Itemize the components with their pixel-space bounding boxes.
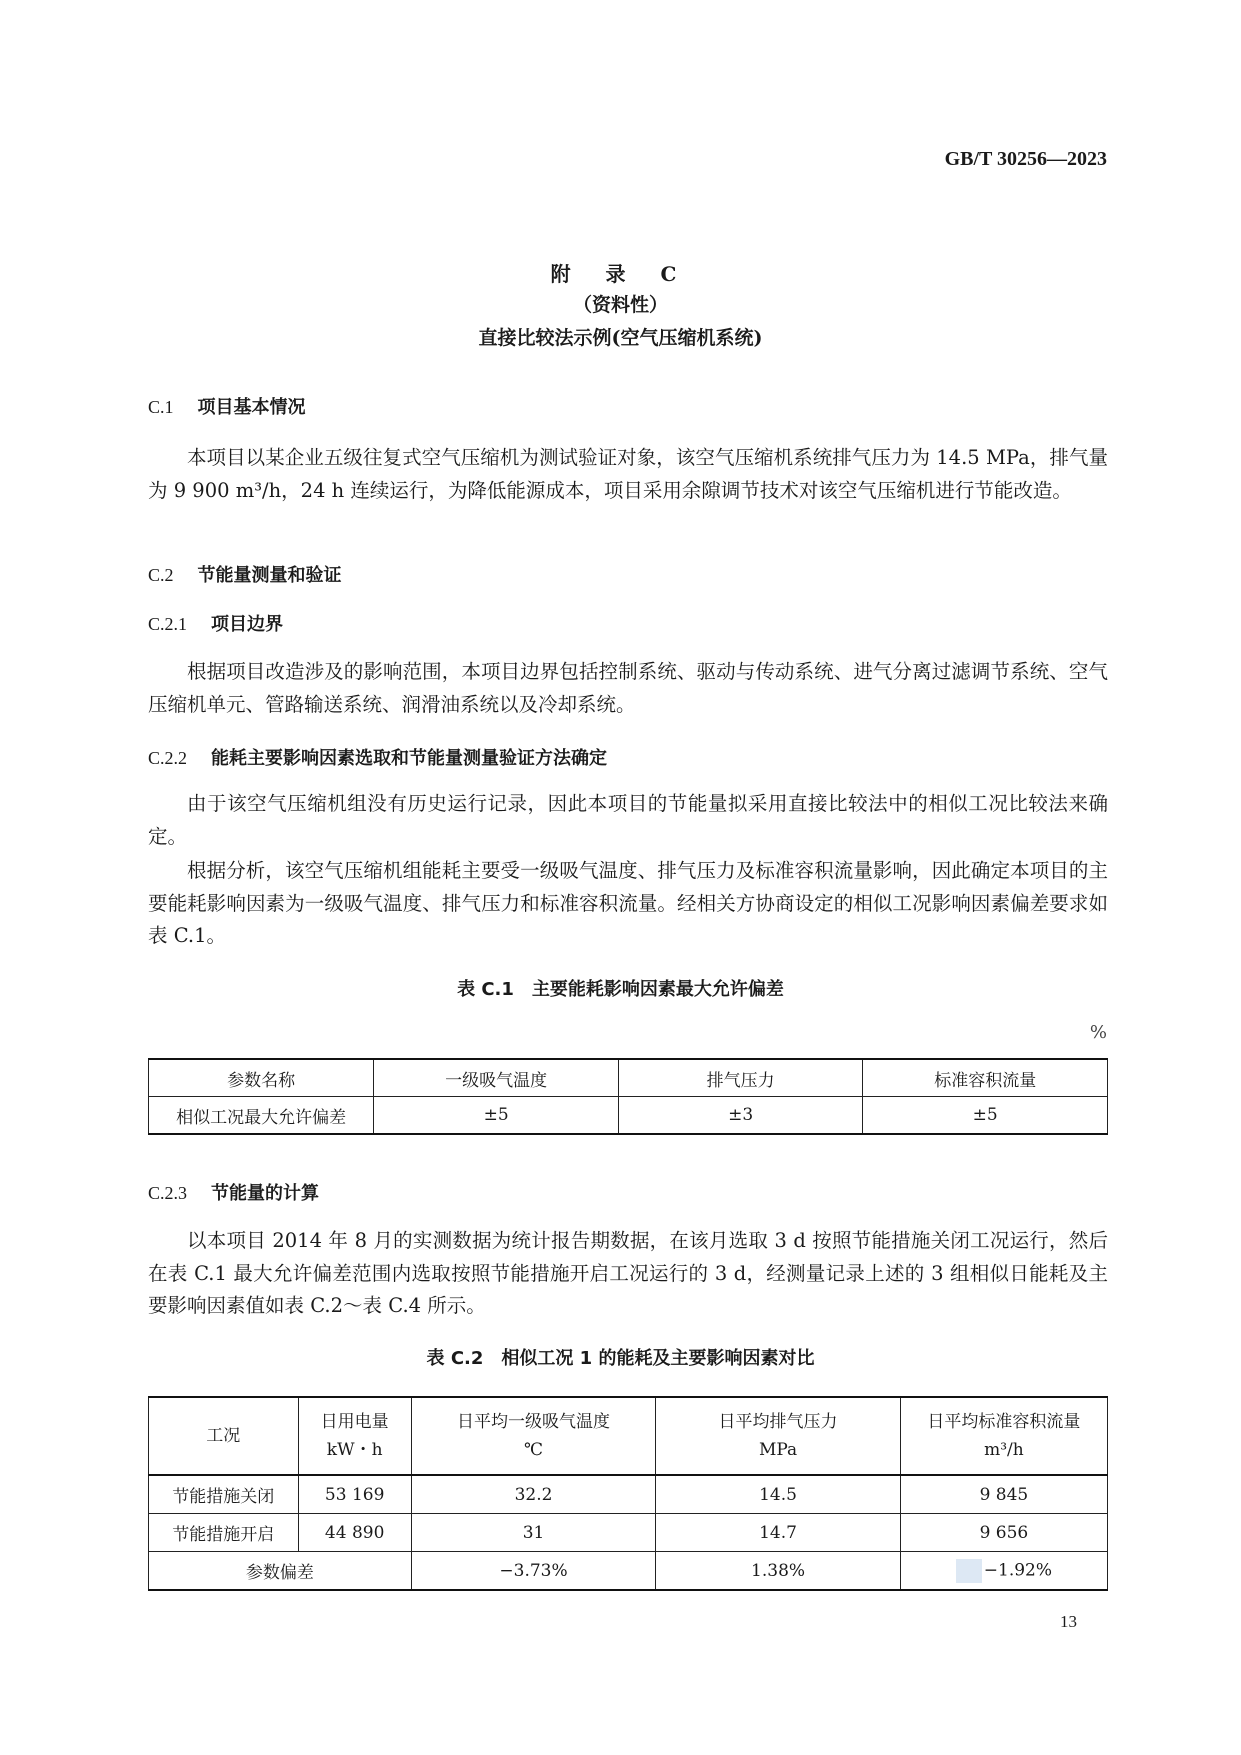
section-title: 节能量的计算 — [211, 1183, 320, 1204]
page-number: 13 — [1060, 1612, 1077, 1631]
table-cell: 1.38% — [656, 1552, 901, 1591]
header-label: 日平均一级吸气温度 — [457, 1412, 611, 1432]
section-number: C.2.2 — [148, 748, 188, 768]
section-heading-c23 — [148, 1179, 319, 1205]
table-c1 — [148, 1058, 1108, 1135]
header-label: 工况 — [206, 1426, 241, 1446]
appendix-title: 直接比较法示例(空气压缩机系统) — [478, 327, 763, 349]
table-cell: 节能措施关闭 — [149, 1475, 299, 1514]
watermark-logo-icon — [956, 1559, 982, 1583]
header-cell: 排气压力 — [618, 1059, 863, 1097]
table-c1-caption — [0, 975, 1241, 1001]
table-number: 表 C.1 — [457, 979, 514, 1000]
paragraph: 根据项目改造涉及的影响范围，本项目边界包括控制系统、驱动与传动系统、进气分离过滤调节系统、空气压缩机单元、管路输送系统、润滑油系统以及冷却系统。 — [148, 660, 1108, 716]
table-cell: ±3 — [618, 1097, 863, 1135]
table-title: 相似工况 1 的能耗及主要影响因素对比 — [501, 1348, 815, 1369]
table-header-row — [149, 1397, 1108, 1475]
header-unit: ℃ — [524, 1440, 544, 1460]
header-cell: 标准容积流量 — [863, 1059, 1108, 1097]
section-heading-c1 — [148, 393, 306, 419]
table-row — [149, 1475, 1108, 1514]
section-title: 项目边界 — [211, 614, 284, 635]
table-cell: ±5 — [863, 1097, 1108, 1135]
header-cell — [411, 1397, 656, 1475]
standard-number: GB/T 30256—2023 — [944, 148, 1107, 170]
header-cell: 参数名称 — [149, 1059, 374, 1097]
section-number: C.1 — [148, 397, 174, 417]
table-number: 表 C.2 — [426, 1348, 484, 1369]
section-heading-c22 — [148, 744, 607, 770]
section-number: C.2.1 — [148, 614, 188, 634]
table-cell: 相似工况最大允许偏差 — [149, 1097, 374, 1135]
section-heading-c2 — [148, 561, 342, 587]
header-cell — [656, 1397, 901, 1475]
header-label: 日平均标准容积流量 — [927, 1412, 1081, 1432]
table-cell: 31 — [411, 1514, 656, 1552]
table-cell: 14.5 — [656, 1475, 901, 1514]
table-cell: ±5 — [374, 1097, 619, 1135]
cell-value: −1.92% — [983, 1560, 1053, 1580]
table-cell: 参数偏差 — [149, 1552, 412, 1591]
table-row — [149, 1097, 1108, 1135]
appendix-nature: （资料性） — [572, 294, 668, 316]
header-cell: 一级吸气温度 — [374, 1059, 619, 1097]
paragraph: 以本项目 2014 年 8 月的实测数据为统计报告期数据，在该月选取 3 d 按照节能措施关闭工况运行，然后在表 C.1 最大允许偏差范围内选取按照节能措施开启工况运行的 3 d，经测量记录上述的 3 组相似日能耗及主要影响因素值如表 C.2～表 C.4 所示。 — [148, 1229, 1108, 1317]
header-unit: MPa — [758, 1440, 798, 1460]
section-number: C.2.3 — [148, 1183, 188, 1203]
table-unit: % — [1089, 1022, 1107, 1043]
table-c2-caption — [0, 1344, 1241, 1370]
table-cell: 14.7 — [656, 1514, 901, 1552]
appendix-label: 附 录 C — [550, 262, 691, 286]
header-cell — [900, 1397, 1107, 1475]
header-cell — [298, 1397, 411, 1475]
paragraph: 由于该空气压缩机组没有历史运行记录，因此本项目的节能量拟采用直接比较法中的相似工况比较法来确定。 — [148, 792, 1108, 848]
table-cell: −3.73% — [411, 1552, 656, 1591]
table-cell: 9 845 — [900, 1475, 1107, 1514]
paragraph: 本项目以某企业五级往复式空气压缩机为测试验证对象，该空气压缩机系统排气压力为 14.5 MPa，排气量为 9 900 m³/h，24 h 连续运行，为降低能源成本，项目采用余隙调节技术对该空气压缩机进行节能改造。 — [148, 446, 1108, 502]
header-unit: kW・h — [326, 1440, 383, 1460]
header-unit: m³/h — [984, 1440, 1024, 1460]
table-header-row — [149, 1059, 1108, 1097]
table-cell: 32.2 — [411, 1475, 656, 1514]
section-title: 能耗主要影响因素选取和节能量测量验证方法确定 — [211, 748, 608, 769]
section-heading-c21 — [148, 610, 283, 636]
header-cell — [149, 1397, 299, 1475]
section-title: 节能量测量和验证 — [197, 565, 342, 586]
header-label: 日用电量 — [320, 1412, 389, 1432]
table-cell: 44 890 — [298, 1514, 411, 1552]
section-title: 项目基本情况 — [197, 397, 306, 418]
table-row-deviation — [149, 1552, 1108, 1591]
table-cell: 9 656 — [900, 1514, 1107, 1552]
header-label: 日平均排气压力 — [718, 1412, 838, 1432]
table-title: 主要能耗影响因素最大允许偏差 — [531, 979, 784, 1000]
table-c2 — [148, 1396, 1108, 1591]
paragraph: 根据分析，该空气压缩机组能耗主要受一级吸气温度、排气压力及标准容积流量影响，因此确定本项目的主要能耗影响因素为一级吸气温度、排气压力和标准容积流量。经相关方协商设定的相似工况影响因素偏差要求如表 C.1。 — [148, 859, 1108, 947]
section-number: C.2 — [148, 565, 174, 585]
table-row — [149, 1514, 1108, 1552]
table-cell — [900, 1552, 1107, 1591]
table-cell: 节能措施开启 — [149, 1514, 299, 1552]
table-cell: 53 169 — [298, 1475, 411, 1514]
